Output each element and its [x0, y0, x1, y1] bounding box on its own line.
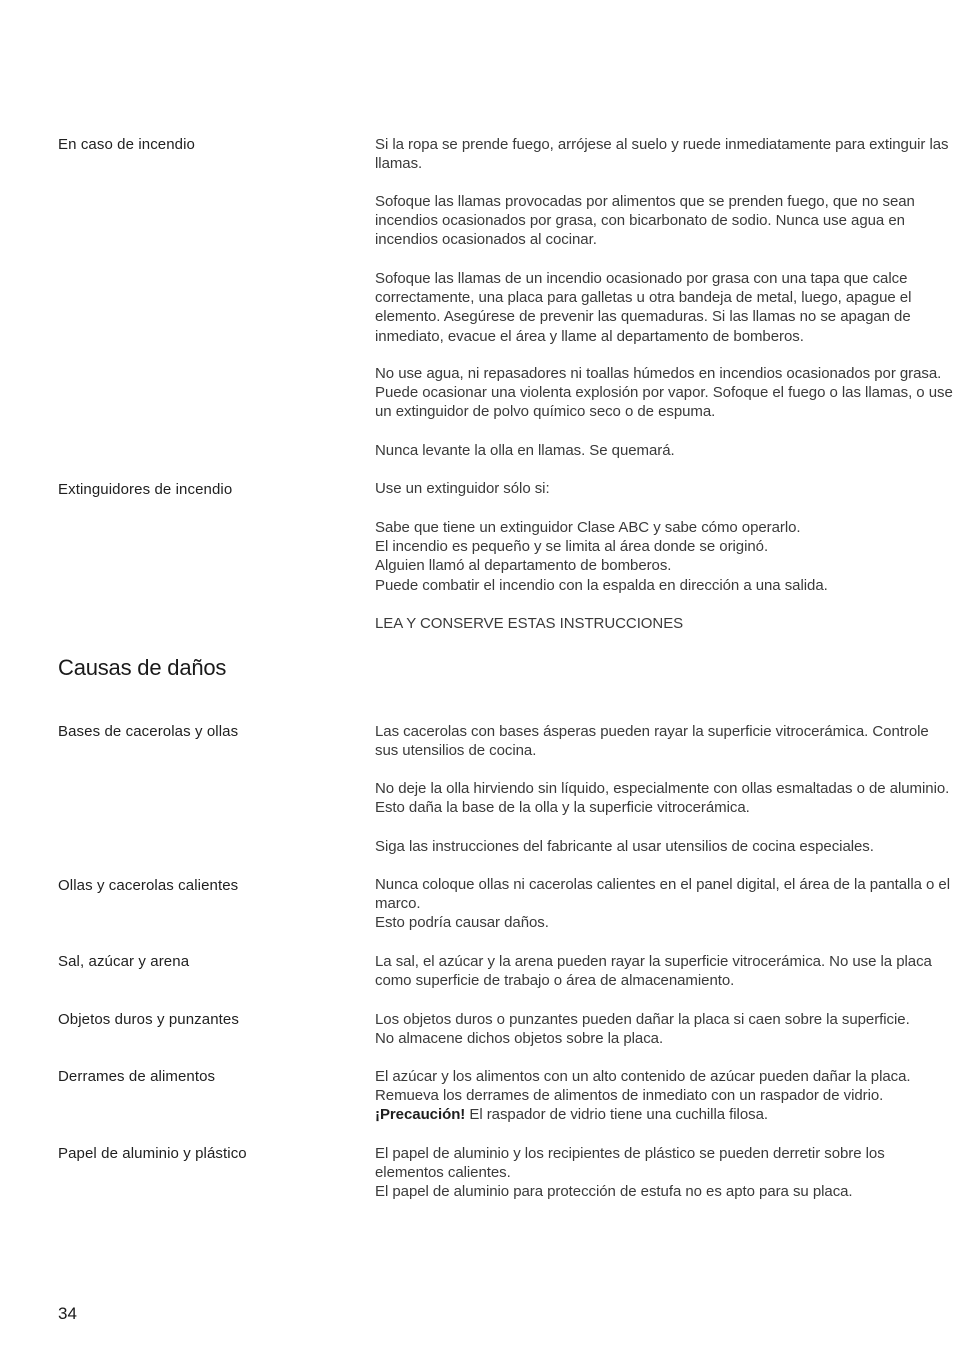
- page-number: 34: [58, 1304, 77, 1323]
- conditions-list: [375, 518, 953, 595]
- list-item: El incendio es pequeño y se limita al área donde se originó.: [375, 538, 769, 556]
- paragraph: Sofoque las llamas provocadas por alimentos que se prenden fuego, que no sean incendios ocasionados por grasa, con bicarbonato de sodio. Nunca use agua en incendios ocasionados al cocinar.: [375, 193, 915, 249]
- list-item: Sabe que tiene un extinguidor Clase ABC y sabe cómo operarlo.: [375, 519, 801, 536]
- caution-text: El raspador de vidrio tiene una cuchilla filosa.: [465, 1106, 768, 1124]
- item-text-foil: [375, 1144, 953, 1202]
- list-item: Puede combatir el incendio con la espalda en dirección a una salida.: [375, 576, 828, 594]
- paragraph: No use agua, ni repasadores ni toallas húmedos en incendios ocasionados por grasa. Puede ocasionar una violenta explosión por vapor. Sofoque el fuego o las llamas, o use un extinguidor de polvo químico seco o de espuma.: [375, 365, 953, 421]
- item-text-salt: [375, 952, 953, 990]
- paragraph: No deje la olla hirviendo sin líquido, especialmente con ollas esmaltadas o de aluminio. Esto daña la base de la olla y la superficie vitrocerámica.: [375, 780, 950, 817]
- item-label-salt: Sal, azúcar y arena: [58, 953, 190, 970]
- section-text-fire: [375, 269, 953, 346]
- paragraph: Siga las instrucciones del fabricante al usar utensilios de cocina especiales.: [375, 838, 874, 855]
- item-label-hard-objects: Objetos duros y punzantes: [58, 1011, 239, 1028]
- closing-note: [375, 614, 953, 633]
- item-label-hot-pans: Ollas y cacerolas calientes: [58, 877, 239, 894]
- section-text-extinguishers: [375, 479, 953, 498]
- item-text-bases: [375, 779, 953, 817]
- paragraph: Las cacerolas con bases ásperas pueden rayar la superficie vitrocerámica. Controle sus utensilios de cocina.: [375, 723, 929, 760]
- paragraph: No almacene dichos objetos sobre la placa.: [375, 1030, 664, 1048]
- paragraph: Si la ropa se prende fuego, arrójese al suelo y ruede inmediatamente para extinguir las llamas.: [375, 136, 949, 173]
- section-text-fire: [375, 364, 953, 422]
- section-label-extinguishers: Extinguidores de incendio: [58, 481, 233, 498]
- paragraph: Nunca levante la olla en llamas. Se quemará.: [375, 442, 675, 459]
- item-label-spills: Derrames de alimentos: [58, 1068, 216, 1085]
- item-text-spills: [375, 1067, 953, 1125]
- paragraph: Sofoque las llamas de un incendio ocasionado por grasa con una tapa que calce correctamente, una placa para galletas u otra bandeja de metal, luego, apague el elemento. Asegúrese de prevenir las quemaduras. Si las llamas no se apagan de inmediato, evacue el área y llame al departamento de bomberos.: [375, 270, 912, 345]
- paragraph: LEA Y CONSERVE ESTAS INSTRUCCIONES: [375, 615, 684, 632]
- section-text-fire: [375, 192, 953, 250]
- paragraph: Use un extinguidor sólo si:: [375, 480, 550, 497]
- paragraph: Nunca coloque ollas ni cacerolas calientes en el panel digital, el área de la pantalla o el marco.: [375, 876, 950, 913]
- paragraph: El papel de aluminio y los recipientes de plástico se pueden derretir sobre los elementos calientes.: [375, 1145, 885, 1182]
- paragraph: El papel de aluminio para protección de estufa no es apto para su placa.: [375, 1183, 853, 1201]
- item-label-bases: Bases de cacerolas y ollas: [58, 723, 239, 740]
- section-heading: Causas de daños: [58, 655, 227, 680]
- item-label-foil: Papel de aluminio y plástico: [58, 1145, 247, 1162]
- item-text-hard-objects: [375, 1010, 953, 1048]
- paragraph: El azúcar y los alimentos con un alto contenido de azúcar pueden dañar la placa.: [375, 1068, 911, 1085]
- section-text-fire: [375, 135, 953, 173]
- section-label-fire: En caso de incendio: [58, 136, 195, 153]
- item-text-bases: [375, 837, 953, 856]
- item-text-hot-pans: [375, 875, 953, 933]
- caution-label: ¡Precaución!: [375, 1106, 466, 1124]
- paragraph: Los objetos duros o punzantes pueden dañar la placa si caen sobre la superficie.: [375, 1011, 910, 1028]
- paragraph: Remueva los derrames de alimentos de inmediato con un raspador de vidrio.: [375, 1087, 884, 1105]
- caution-line: [375, 1105, 953, 1124]
- paragraph: Esto podría causar daños.: [375, 914, 549, 932]
- paragraph: La sal, el azúcar y la arena pueden rayar la superficie vitrocerámica. No use la placa como superficie de trabajo o área de almacenamiento.: [375, 953, 932, 990]
- item-text-bases: [375, 722, 953, 760]
- section-text-fire: [375, 441, 953, 460]
- list-item: Alguien llamó al departamento de bomberos.: [375, 557, 672, 575]
